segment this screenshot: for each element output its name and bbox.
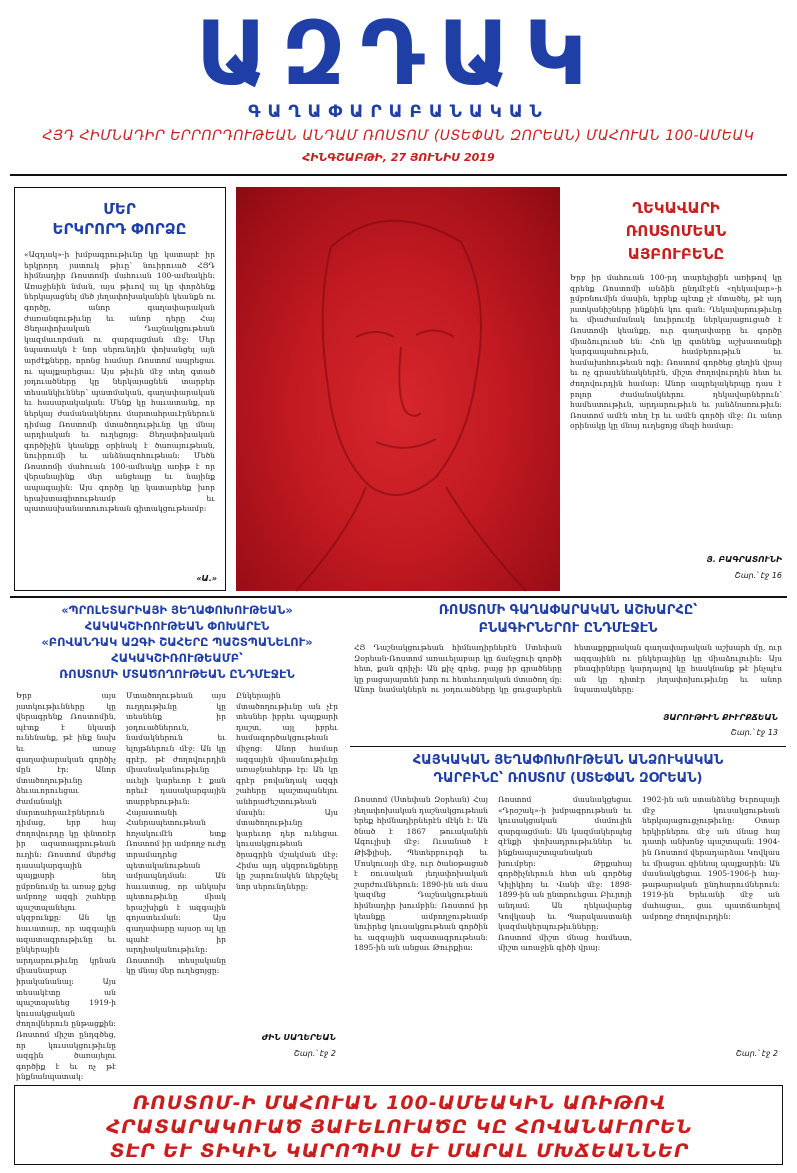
leader-article <box>566 187 786 591</box>
proletariat-col-3: Ընկերային մտածողութիւնը ան չէր տեսներ իբրեւ պայքարի դաշտ, այլ իբրեւ համագործակցութեան միջոց։ Անոր համար ազգային միասնութիւնը առաջնահերթ էր։ Ան կը գրէր բովանդակ ազգի շահերը պաշտպանելու անհրաժեշտութեան մասին։ Այս մտածողութիւնը կարեւոր դեր ունեցաւ կուսակցութեան ծրագրին մշակման մէջ։ Հիմա այդ սկզբունքները կը շարունակեն ներշնչել նոր սերունդները։ <box>236 691 338 891</box>
editorial-title-2: ԵՐԿՐՈՐԴ ՓՈՐՁԸ <box>52 220 187 238</box>
masthead <box>0 0 797 178</box>
ideology-body: ՀՅ Դաշնակցութեան հիմնադիրներէն Ստեփան Զօրեան-Ռոստոմ առաւելաբար կը ճանչցուի գործի հետ, քան գրիչի։ Ան քիչ գրեց, բայց իր գրածները կը բացայայտեն խոր ու հետեւողական մտածող մը։ Անոր նամակներն ու յօդուածները կը ցուցաբերեն հետաքրքրական գաղափարական աշխարհ մը, ուր ազգայինն ու ընկերայինը կը միաձուլուին։ Այս բնագիրները կարդալով կը հասկնանք թէ ինչպէս ան կը դիտէր յեղափոխութիւնը եւ անոր նպատակները։ <box>354 643 782 695</box>
banner-line-3: ՏԷՐ ԵՒ ՏԻԿԻՆ ԿԱՐՈՊԻՍ ԵՒ ՄԱՐԱԼ ՄԽՃԵԱՆՆԵՐ <box>109 1140 690 1162</box>
portrait-painting <box>236 187 560 591</box>
issue-date: ՀԻՆԳՇԱԲԹԻ, 27 ՅՈՒՆԻՍ 2019 <box>302 151 495 164</box>
banner-line-2: ՀՐԱՏԱՐԱԿՈՒԱԾ ՅԱՒԵԼՈՒԱԾԸ ԿԸ ՀՈՎԱՆԱՒՈՐԵՆ <box>106 1116 693 1138</box>
ideology-continued[interactable]: Շար.՝ էջ 13 <box>730 728 778 737</box>
proletariat-col-1: Երբ այս յատկութիւնները կը վերագրենք Ռոստոմին, պէտք է նկատի ունենանք, թէ ինք նախ եւ առաջ գաղափարական գործիչ մըն էր։ Անոր մտածողութիւնը ձեւաւորուեցաւ ժամանակի մարտահրաւէրներուն դիմաց, երբ հայ ժողովուրդը կը փնտռէր իր ազատագրութեան ուղին։ Ռոստոմ մերժեց դասակարգային պայքարի նեղ ըմբռնումը եւ առաջ քշեց ամբողջ ազգի շահերը պաշտպանելու սկզբունքը։ Ան կը հաւատար, որ ազգային ազատագրութիւնը եւ ընկերային արդարութիւնը կրնան միասնաբար իրականանալ։ Այս տեսակէտը ան պաշտպանեց 1919-ի կուսակցական ժողովներուն ընթացքին։ Ռոստոմ միշտ ընդգծեց, որ կուսակցութիւնը ազգին ծառայելու գործիք է եւ ոչ թէ ինքնանպատակ։ <box>16 691 116 1082</box>
leader-body: Երբ իր մահուան 100-րդ տարելիցին առիթով կը գրենք Ռոստոմի անձին ընդմէջէն «ղեկավար»-ի ըմբռնումին մասին, երբեք պէտք չէ մտածել, թէ այդ յատկանիշները ինքնին կու գան։ Ղեկավարութիւնը եւ միաժամանակ նուիրումը ներկայացուցած է Ռոստոմի կեանքը, ուր գաղափարը եւ գործը միաձուլուած են։ Հոն կը գտնենք աշխատանքի կարգապահութիւն, համբերութիւն եւ համախոհութեան ոգի։ Ռոստոմ գործեց ցեղին վրայ եւ ոչ գրասենեակներէն, միշտ ժողովուրդին հետ եւ ժողովուրդին համար։ Անոր ապրելակերպը դաս է բոլոր ժամանակներու ղեկավարներուն՝ համեստութիւն, արդարութիւն եւ յանձնառութիւն։ Ռոստոմ ամէն տեղ էր եւ ամէն գործի մէջ։ Ու անոր օրինակը կը մնայ ուղեցոյց մեզի համար։ <box>570 273 782 431</box>
leader-title-2: ՌՈՍՏՈՄԵԱՆ <box>625 222 727 240</box>
ideology-title-1: ՌՈՍՏՈՄԻ ԳԱՂԱՓԱՐԱԿԱՆ ԱՇԽԱՐՀԸ՝ <box>438 603 698 618</box>
proletariat-title-5: ՌՈՍՏՈՄԻ ՄՏԱԾՈՂՈՒԹԵԱՆ ԸՆԴՄԷՋԷՆ <box>59 667 295 681</box>
ideology-article <box>350 601 786 743</box>
editorial-signature: «Ա.» <box>196 574 217 583</box>
revolution-col-1: Ռոստոմ (Ստեփան Զօրեան) Հայ յեղափոխական դաշնակցութեան երեք հիմնադիրներէն մէկն է։ Ան ծնած է 1867 թուականին Ագուլիսի մէջ։ Ուսանած է Թիֆլիսի, Պետերբուրգի եւ Մոսկուայի մէջ, ուր ծանօթացած է ռուսական յեղափոխական շարժումներուն։ 1890-ին ան մաս կազմեց Դաշնակցութեան հիմնադիր խումբին։ Ռոստոմ իր կեանքը ամբողջութեամբ նուիրեց կուսակցութեան գործին եւ ազգային ազատագրութեան։ 1895-ին ան անցաւ Թուրքիա։ <box>354 795 489 953</box>
leader-title-3: ԱՅԲՈՒԲԵՆԸ <box>627 245 725 263</box>
proletariat-title-3: «ԲՈՎԱՆԴԱԿ ԱԶԳԻ ՇԱՀԵՐԸ ՊԱՇՏՊԱՆԵԼՈՒ» <box>41 635 313 649</box>
newspaper-subtitle: ԳԱՂԱՓԱՐԱԲԱՆԱԿԱՆ <box>248 102 549 122</box>
banner-line-1: ՌՈՍՏՈՄ-Ի ՄԱՀՈՒԱՆ 100-ԱՄԵԱԿԻՆ ԱՌԻԹՈՎ <box>132 1092 667 1114</box>
revolution-title-2: ԴԱՐԲԻՆԸ՝ ՌՈՍՏՈՄ (ՍՏԵՓԱՆ ԶՕՐԵԱՆ) <box>433 771 703 786</box>
proletariat-title-4: ՀԱԿԱԿՇԻՌՈՒԹԵԱՄԲ՝ <box>111 651 243 665</box>
ideology-signature: ՅԱՐՈՒԹԻՒՆ ՔԻՒՐՔՃԵԱՆ <box>663 713 778 722</box>
revolution-col-3: 1902-ին ան ստանձնեց Եւրոպայի մէջ կուսակցութեան ներկայացուցչութիւնը։ Օտար երկիրներու մէջ ան մնաց հայ դատի անխոնջ պաշտպան։ 1904-ին Ռոստոմ վերադարձաւ Կովկաս եւ միացաւ զինեալ պայքարին։ Ան մասնակցեցաւ 1905-1906-ի հայ-թաթարական ընդհարումներուն։ 1919-ին Երեւանի մէջ ան մահացաւ, ցաւ պատճառելով ամբողջ ժողովուրդին։ <box>642 795 780 921</box>
revolution-article <box>350 746 786 1080</box>
editorial-box <box>14 187 226 591</box>
leader-continued[interactable]: Շար.՝ էջ 16 <box>734 571 782 580</box>
tagline: ՀՅԴ ՀԻՄՆԱԴԻՐ ԵՐՐՈՐԴՈՒԹԵԱՆ ԱՆԴԱՄ ՌՈՍՏՈՄ (ՍՏԵՓԱՆ ԶՈՐԵԱՆ) ՄԱՀՈՒԱՆ 100-ԱՄԵԱԿ <box>42 128 755 144</box>
editorial-body: «Ազդակ»-ի խմբագրութիւնը կը կատարէ իր երկրորդ յատուկ թիւը՝ նուիրուած ՀՅԴ հիմնադիր Ռոստոմի մահուան 100-ամեակին։ Առաջինին նման, այս թիւով ալ կը փորձենք ներկայացնել մեծ յեղափոխականին կեանքն ու գործը, անոր գաղափարական ժառանգութիւնը եւ անոր դերը Հայ Յեղափոխական Դաշնակցութեան կազմաւորման ու զարգացման մէջ։ Մեր նպատակն է նոր սերունդին փոխանցել այն արժէքները, որոնց համար Ռոստոմ ապրեցաւ ու պայքարեցաւ։ Այս թիւին մէջ տեղ գտած յօդուածները կը ներկայացնեն տարբեր տեսանկիւններ՝ պատմական, գաղափարական եւ հասարակական։ Մենք կը հաւատանք, որ ներկայ ժամանակներու մարտահրաւէրներուն դիմաց Ռոստոմի մտածողութիւնը կը մնայ արդիական եւ ուղեցոյց։ Յեղափոխական գործիչին կեանքը օրինակ է ծառայութեան, նուիրումի եւ անձնազոհութեան։ Մեծն Ռոստոմի մահուան 100-ամեակը առիթ է որ վերանայինք մեր անցեալը եւ նայինք ապագային։ Այս գործը կը կատարենք խոր երախտագիտութեամբ եւ պատասխանատուութեան գիտակցութեամբ։ <box>24 250 215 514</box>
leader-signature: Յ. ԲԱԳՐԱՏՈՒՆԻ <box>706 555 782 564</box>
proletariat-col-2: Մտածողութեան այս ուղղութիւնը կը տեսնենք իր յօդուածներուն, նամակներուն եւ ելոյթներուն մէջ։ Ան կը գրէր, թէ ժողովուրդին միասնականութիւնը աւելի կարեւոր է քան որեւէ դասակարգային տարբերութիւն։ Հայաստանի Հանրապետութեան հռչակումէն ետք Ռոստոմ իր ամբողջ ուժը տրամադրեց պետականութեան ամրապնդման։ Ան հաւատաց, որ անկախ պետութիւնը միակ երաշխիքն է ազգային գոյատեւման։ Այս գաղափարը այսօր ալ կը պահէ իր արդիականութիւնը։ Ռոստոմի տեսլականը կը մնայ մեր ուղեցոյցը։ <box>126 691 226 976</box>
proletariat-article <box>14 601 340 1082</box>
revolution-continued[interactable]: Շար.՝ էջ 2 <box>735 1049 778 1058</box>
revolution-col-2: Ռոստոմ մասնակցեցաւ «Դրօշակ»-ի խմբագրութեան եւ կուսակցական մամուլին զարգացման։ Ան կազմակերպեց զէնքի փոխադրութիւններ եւ ինքնապաշտպանական խումբեր։ Թրքահայ գործիչներուն հետ ան գործեց Կիլիկիոյ եւ Վանի մէջ։ 1898-1899-ին ան ընտրուեցաւ Բիւրոյի անդամ։ Ան ղեկավարեց Կովկասի եւ Պարսկաստանի կազմակերպութիւնները։ Ռոստոմ միշտ մնաց համեստ, միշտ առաջին գիծի վրայ։ <box>498 795 632 953</box>
masthead-rule <box>10 174 787 176</box>
editorial-title-1: ՄԵՐ <box>103 200 136 218</box>
leader-title-1: ՂԵԿԱՎԱՐԻ <box>632 199 720 217</box>
newspaper-title: ԱԶԴԱԿ <box>196 2 601 105</box>
proletariat-title-2: ՀԱԿԱԿՇԻՌՈՒԹԵԱՆ ՓՈԽԱՐԷՆ <box>84 619 270 633</box>
sponsor-banner <box>14 1085 783 1165</box>
ideology-title-2: ԲՆԱԳԻՐՆԵՐՈՒ ԸՆԴՄԷՋԷՆ <box>478 621 658 636</box>
revolution-title-1: ՀԱՅԿԱԿԱՆ ՅԵՂԱՓՈԽՈՒԹԵԱՆ ԱՆՁՈՒԿԱԿԱՆ <box>412 753 724 768</box>
proletariat-signature: ԺԻՆ ՍԱՂԵՐԵԱՆ <box>261 1033 336 1042</box>
proletariat-title-1: «ՊՐՈԼԵՏԱՐԻԱՅԻ ՅԵՂԱՓՈԽՈՒԹԵԱՆ» <box>61 603 293 617</box>
section-rule <box>10 596 787 598</box>
proletariat-continued[interactable]: Շար.՝ էջ 2 <box>293 1049 336 1058</box>
portrait-sketch <box>236 187 560 591</box>
